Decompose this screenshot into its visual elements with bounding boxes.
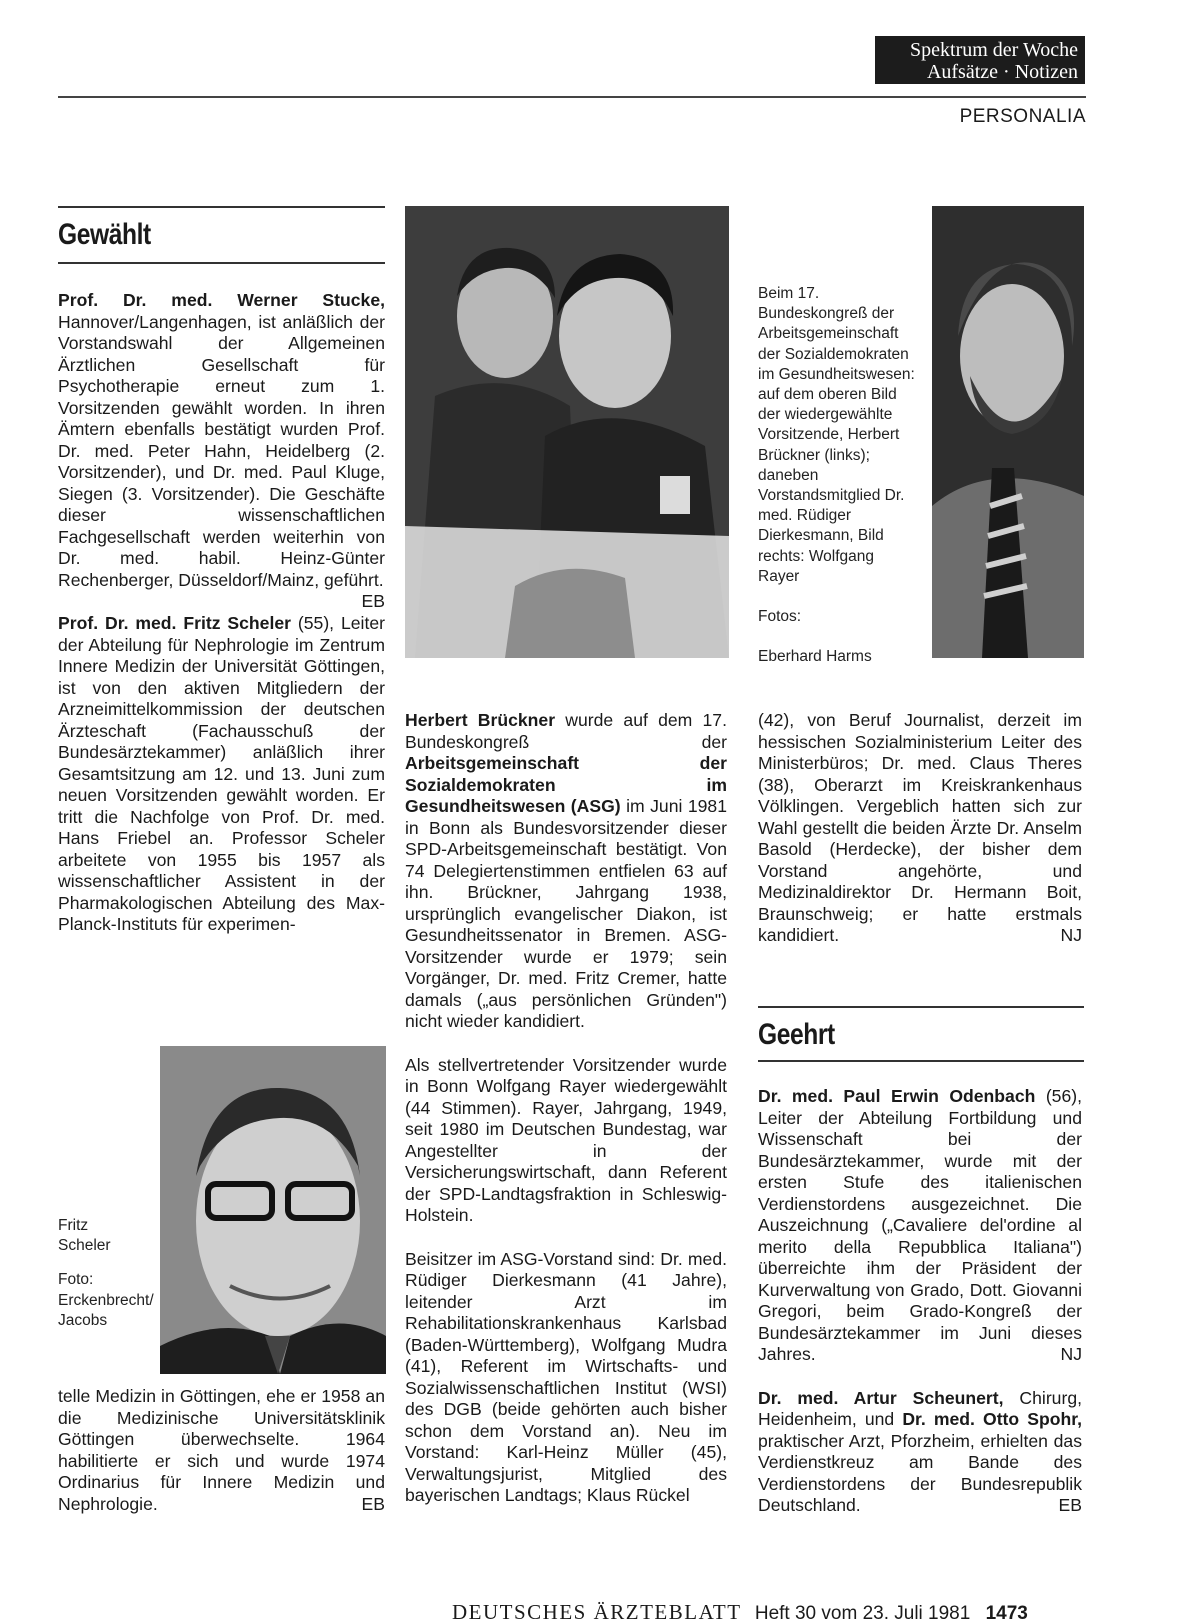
organization-name: Arbeitsgemeinschaft der Sozialdemokraten im Gesundheitswesen (ASG) — [405, 753, 727, 816]
article-odenbach — [758, 1086, 1082, 1366]
author-signature: EB — [1058, 1495, 1082, 1515]
publication-name: DEUTSCHES ÄRZTEBLATT — [452, 1600, 742, 1621]
article-text: praktischer Arzt, Pforzheim, erhielten das Verdienstkreuz am Bande des Verdienstordens der Bundesrepublik Deutschland. — [758, 1430, 1082, 1515]
heading-rule-top — [58, 206, 385, 208]
badge-line-2: Aufsätze · Notizen — [926, 61, 1078, 83]
column-2 — [405, 710, 727, 1507]
photo-fritz-scheler — [160, 1046, 386, 1374]
article-rayer — [405, 1055, 727, 1227]
article-text: wurde auf dem 17. Bundeskongreß der — [405, 710, 727, 752]
person-name: Herbert Brückner — [405, 710, 556, 730]
author-signature: NJ — [1060, 925, 1082, 945]
heading-gewaehlt: Gewählt — [58, 218, 151, 251]
caption-name: Fritz Scheler — [58, 1217, 111, 1255]
person-name: Dr. med. Otto Spohr, — [902, 1409, 1082, 1429]
person-name: Prof. Dr. med. Fritz Scheler — [58, 613, 291, 633]
badge-line-1: Spektrum der Woche — [910, 39, 1078, 61]
person-name: Dr. med. Artur Scheunert, — [758, 1387, 1004, 1408]
article-scheler-continued — [58, 1386, 385, 1515]
article-text: Chirurg, Heidenheim, und — [758, 1387, 1082, 1429]
article-text: Als stellvertretender Vorsitzender wurde in Bonn Wolfgang Rayer wiedergewählt (44 Stimmen). Rayer, Jahrgang, 1949, seit 1980 im Deutschen Bundestag, war Angestellter in der Versicherungswirtschaft, dann Referent der SPD-Landtagsfraktion in Schleswig-Holstein. — [405, 1054, 727, 1225]
author-signature: EB — [361, 1493, 385, 1514]
column-3-top — [758, 710, 1082, 947]
page-number: 1473 — [985, 1603, 1028, 1621]
section-label: PERSONALIA — [959, 106, 1086, 127]
article-text: im Juni 1981 in Bonn als Bundesvorsitzender dieser SPD-Arbeitsgemeinschaft bestätigt. Von 74 Delegiertenstimmen entfielen 63 auf ihn. Brückner, Jahrgang 1938, ursprünglich evangelischer Diakon, ist Gesundheitssenator in Bremen. ASG-Vorsitzender wurde er 1979; sein Vorgänger, Dr. med. Fritz Cremer, hatte damals („aus persönlichen Gründen") nicht wieder kandidiert. — [405, 796, 727, 1031]
article-beisitzer-continued — [758, 710, 1082, 947]
article-text: telle Medizin in Göttingen, ehe er 1958 an die Medizinische Universitätsklinik Göttingen überwechselte. 1964 habilitierte er sich und wurde 1974 Ordinarius für Innere Medizin und Nephrologie. — [58, 1386, 385, 1514]
rayer-photo-illustration — [932, 206, 1084, 658]
portrait-illustration — [160, 1046, 386, 1374]
heading-rule-bottom — [58, 262, 385, 264]
person-name: Dr. med. Paul Erwin Odenbach — [758, 1086, 1036, 1106]
article-stucke — [58, 290, 385, 611]
caption-text: Beim 17. Bundeskongreß der Arbeitsgemeinschaft der Sozialdemokraten im Gesundheitswesen: auf dem oberen Bild der wiedergewählte Vorsitzende, Herbert Brückner (links); daneben Vorstandsmitglied Dr. med. Rüdiger Dierkesmann, Bild rechts: Wolfgang Rayer — [758, 285, 915, 585]
header-rule — [58, 96, 1086, 98]
heading-rule-bottom — [758, 1060, 1084, 1062]
column-3-bottom — [758, 1086, 1082, 1517]
caption-credit-label: Fotos: — [758, 608, 802, 626]
article-text: (55), Leiter der Abteilung für Nephrologie im Zentrum Innere Medizin der Universität Göttingen, ist von den aktiven Mitgliedern der Arzneimittelkommission der deutschen Ärzteschaft (Fachausschuß der Bundesärztekammer) anläßlich ihrer Gesamtsitzung am 12. und 13. Juni zum neuen Vorsitzenden gewählt worden. Er tritt die Nachfolge von Prof. Dr. med. Hans Friebel an. Professor Scheler arbeitete von 1955 bis 1957 als wissenschaftlicher Assistent in der Pharmakologischen Abteilung des Max-Planck-Instituts für experimen- — [58, 613, 385, 934]
article-scheler — [58, 613, 385, 936]
article-brueckner — [405, 710, 727, 1033]
page-footer — [452, 1600, 1028, 1621]
person-name: Prof. Dr. med. Werner Stucke, — [58, 290, 385, 310]
article-text: (42), von Beruf Journalist, derzeit im hessischen Sozialministerium Leiter des Ministerbüros; Dr. med. Claus Theres (38), Oberarzt im Kreiskrankenhaus Völklingen. Vergeblich hatten sich zur Wahl gestellt die beiden Ärzte Dr. Anselm Basold (Herdecke), der bisher dem Vorstand angehörte, und Medizinaldirektor Dr. Hermann Boit, Braunschweig; er hatte erstmals kandidiert. — [758, 710, 1082, 945]
column-1-bottom — [58, 1386, 385, 1515]
scheler-caption — [58, 1216, 154, 1331]
article-text: Beisitzer im ASG-Vorstand sind: Dr. med. Rüdiger Dierkesmann (41 Jahre), leitender Arzt im Rehabilitationskrankenhaus Karlsbad (Baden-Württemberg), Wolfgang Mudra (41), Referent im Wirtschafts- und Sozialwissenschaftlichen Institut (WSI) des DGB (beide gehörten auch bisher schon dem Vorstand an). Neu im Vorstand: Karl-Heinz Müller (45), Verwaltungsjurist, Mitglied des bayerischen Landtags; Klaus Rückel — [405, 1248, 727, 1505]
author-signature: NJ — [1060, 1344, 1082, 1364]
caption-credit: Foto: Erckenbrecht/ Jacobs — [58, 1271, 154, 1329]
caption-credit-name: Eberhard Harms — [758, 648, 872, 666]
article-text: (56), Leiter der Abteilung Fortbildung und Wissenschaft bei der Bundesärztekammer, wurde mit der ersten Stufe des italienischen Verdienstordens ausgezeichnet. Die Auszeichnung („Cavaliere del'ordine al merito della Repubblica Italiana") überreichte ihm der Präsident der Kurverwaltung von Grado, Dott. Giovanni Gregori, beim Grado-Kongreß der Bundesärztekammer im Juni dieses Jahres. — [758, 1086, 1082, 1364]
issue-info: Heft 30 vom 23. Juli 1981 — [754, 1603, 971, 1621]
column-1-top — [58, 290, 385, 936]
photo-caption — [758, 284, 918, 667]
article-text: Hannover/Langenhagen, ist anläßlich der Vorstandswahl der Allgemeinen Ärztlichen Gesellschaft für Psychotherapie erneut zum 1. Vorsitzenden gewählt worden. In ihren Ämtern ebenfalls bestätigt wurden Prof. Dr. med. Peter Hahn, Heidelberg (2. Vorsitzender), und Dr. med. Paul Kluge, Siegen (3. Vorsitzender). Die Geschäfte dieser wissenschaftlichen Fachgesellschaft werden weiterhin von Dr. med. habil. Heinz-Günter Rechenberger, Düsseldorf/Mainz, geführt. — [58, 311, 385, 590]
group-photo-illustration — [405, 206, 729, 658]
heading-rule-top — [758, 1006, 1084, 1008]
author-signature: EB — [361, 591, 385, 611]
photo-brueckner-dierkesmann — [405, 206, 729, 658]
photo-wolfgang-rayer — [932, 206, 1084, 658]
article-scheunert-spohr — [758, 1388, 1082, 1517]
heading-geehrt: Geehrt — [758, 1018, 835, 1051]
article-beisitzer — [405, 1249, 727, 1507]
section-badge — [875, 36, 1085, 84]
